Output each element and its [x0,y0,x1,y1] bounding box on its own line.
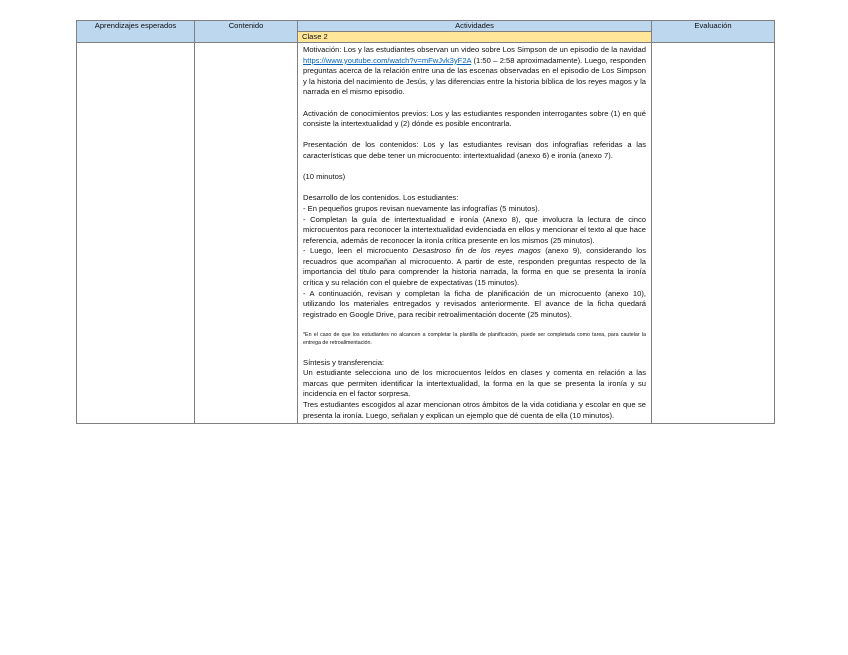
desarrollo-title: Desarrollo de los contenidos. Los estudiantes: [303,193,459,203]
clase-label: Clase 2 [298,32,652,43]
contenido-cell [195,43,298,424]
presentacion-paragraph: Presentación de los contenidos: Los y las estudiantes revisan dos infografías referidas a las características que debe tener un microcuento: intertextualidad (anexo 6) e ironía (anexo 7). [303,140,646,160]
header-actividades: Actividades [298,21,652,32]
aprendizajes-cell [77,43,195,424]
header-evaluacion: Evaluación [652,21,775,43]
actividades-cell [298,43,652,424]
microcuento-title: Desastroso fin de los reyes magos [412,246,541,256]
sintesis-title: Síntesis y transferencia: [303,357,385,367]
lesson-plan-table [76,20,775,424]
header-row [77,21,775,32]
sintesis-paragraph: Tres estudiantes escogidos al azar mencionan otros ámbitos de la vida cotidiana y escolar en que se presenta la ironía. Luego, señalan y explican un ejemplo que dé cuenta de ella (10 minutos). [303,400,646,420]
activacion-paragraph: Activación de conocimientos previos: Los y las estudiantes responden interrogantes sobre (1) en qué consiste la intertextualidad y (2) dónde es posible encontrarla. [303,108,646,129]
table-row [77,43,775,424]
video-link[interactable]: https://www.youtube.com/watch?v=mFwJvk3yF2A [303,55,472,65]
header-contenido: Contenido [195,21,298,43]
desarrollo-item: - Luego, leen el microcuento Desastroso fin de los reyes magos (anexo 9), considerando los recuadros que acompañan al microcuento. A partir de este, responden preguntas respecto de la importancia del título para comprender la historia narrada, la forma en que se presenta la ironía crítica y su relación con el quiebre de expectativas (15 minutos). [303,246,646,288]
desarrollo-item: - A continuación, revisan y completan la ficha de planificación de un microcuento (anexo 10), utilizando los materiales entregados y revisados anteriormente. El avance de la ficha quedará registrado en Google Drive, para recibir retroalimentación docente (25 minutos). [303,288,646,319]
header-aprendizajes: Aprendizajes esperados [77,21,195,43]
tiempo-text: (10 minutos) [303,172,346,182]
desarrollo-item: - Completan la guía de intertextualidad e ironía (Anexo 8), que involucra la lectura de cinco microcuentos para reconocer la intertextualidad evidenciada en ellos y mencionar el texto al que hace referencia, además de reconocer la ironía crítica presente en los mismos (25 minutos). [303,214,646,245]
nota-text: *En el caso de que los estudiantes no alcancen a completar la plantilla de planificación, puede ser completada como tarea, para cautelar la entrega de retroalimentación. [303,332,646,347]
evaluacion-cell [652,43,775,424]
sintesis-paragraph: Un estudiante selecciona uno de los microcuentos leídos en clases y comenta en relación a las marcas que permiten identificar la intertextualidad, la forma en la que se presenta la ironía y su incidencia en el factor sorpresa. [303,368,646,399]
desarrollo-item: - En pequeños grupos revisan nuevamente las infografías (5 minutos). [303,203,540,213]
motivacion-paragraph: Motivación: Los y las estudiantes observan un video sobre Los Simpson de un episodio de la navidad https://www.youtube.com/watch?v=mFwJvk3yF2A (1:50 – 2:58 aproximadamente). Luego, responden preguntas acerca de la relación entre una de las escenas observadas en el episodio de Los Simpson y la historia del nacimiento de Jesús, y las diferencias entre la historia bíblica de los reyes magos y la narrada en el mismo episodio. [303,45,646,97]
